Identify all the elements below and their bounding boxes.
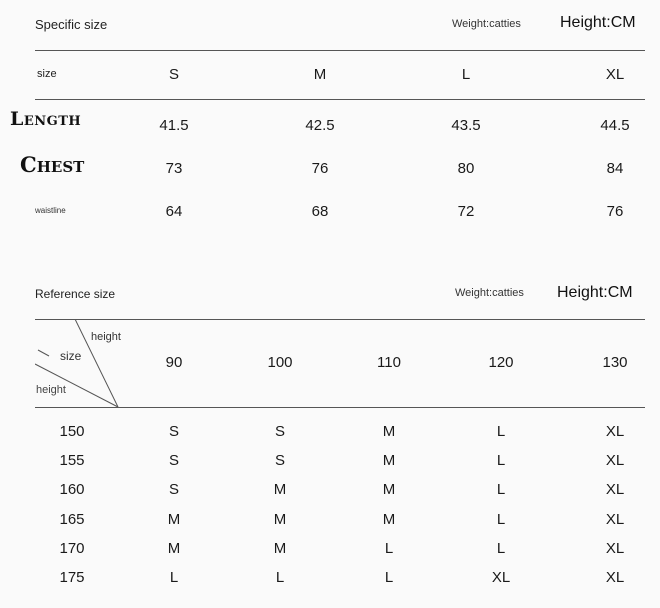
table-cell: 72 (457, 203, 475, 220)
weight-column-header: 130 (602, 354, 628, 371)
size-header-label: size (37, 68, 57, 80)
table-cell: L (275, 569, 285, 586)
table-cell: M (382, 511, 396, 528)
corner-bottom-label: height (36, 384, 66, 396)
table-cell: S (168, 481, 180, 498)
divider (35, 319, 645, 320)
table-cell: M (273, 481, 287, 498)
table-cell: L (496, 452, 506, 469)
weight-column-header: 110 (377, 354, 401, 371)
table-cell: L (384, 569, 394, 586)
table-cell: S (274, 423, 286, 440)
table-cell: 44.5 (600, 117, 630, 134)
table-cell: XL (605, 452, 625, 469)
reference-size-title: Reference size (35, 287, 116, 301)
table-cell: 41.5 (159, 117, 189, 134)
table-cell: M (382, 423, 396, 440)
table-cell: XL (605, 423, 625, 440)
corner-top-label: height (91, 331, 121, 343)
table-cell: 43.5 (451, 117, 481, 134)
table-cell: M (167, 511, 181, 528)
table-cell: XL (605, 569, 625, 586)
table-cell: M (167, 540, 181, 557)
divider (35, 99, 645, 100)
table-cell: M (273, 511, 287, 528)
table-cell: S (274, 452, 286, 469)
weight-column-header: 90 (165, 354, 183, 371)
size-column-header: S (168, 66, 180, 83)
row-label-waistline: waistline (35, 206, 66, 215)
size-column-header: XL (605, 66, 625, 83)
row-height-label: 160 (59, 481, 85, 498)
table-cell: XL (605, 540, 625, 557)
table-cell: S (168, 423, 180, 440)
specific-weight-label: Weight:catties (452, 18, 521, 30)
row-height-label: 175 (59, 569, 85, 586)
specific-size-title: Specific size (35, 17, 108, 32)
table-cell: 80 (457, 160, 475, 177)
table-cell: L (496, 511, 506, 528)
table-cell: L (496, 481, 506, 498)
corner-mid-label: size (60, 349, 82, 363)
table-cell: 76 (311, 160, 329, 177)
table-cell: M (382, 481, 396, 498)
row-label-chest: Chest (20, 152, 85, 177)
table-cell: XL (491, 569, 511, 586)
table-cell: M (382, 452, 396, 469)
divider (35, 407, 645, 408)
weight-column-header: 100 (267, 354, 293, 371)
table-cell: L (169, 569, 179, 586)
size-column-header: M (313, 66, 327, 83)
table-cell: S (168, 452, 180, 469)
table-cell: 73 (165, 160, 183, 177)
row-label-length: Length (10, 108, 82, 130)
reference-height-label: Height:CM (557, 284, 633, 301)
row-height-label: 165 (59, 511, 85, 528)
weight-column-header: 120 (488, 354, 514, 371)
row-height-label: 150 (59, 423, 85, 440)
table-cell: 42.5 (305, 117, 335, 134)
table-cell: 64 (165, 203, 183, 220)
table-cell: L (496, 540, 506, 557)
table-cell: 68 (311, 203, 329, 220)
table-cell: 84 (606, 160, 624, 177)
row-height-label: 170 (59, 540, 85, 557)
table-cell: XL (605, 511, 625, 528)
divider (35, 50, 645, 51)
table-cell: M (273, 540, 287, 557)
specific-height-label: Height:CM (560, 14, 636, 31)
table-cell: XL (605, 481, 625, 498)
table-cell: L (496, 423, 506, 440)
row-height-label: 155 (59, 452, 85, 469)
reference-weight-label: Weight:catties (455, 287, 524, 299)
table-cell: L (384, 540, 394, 557)
table-cell: 76 (606, 203, 624, 220)
size-column-header: L (461, 66, 471, 83)
